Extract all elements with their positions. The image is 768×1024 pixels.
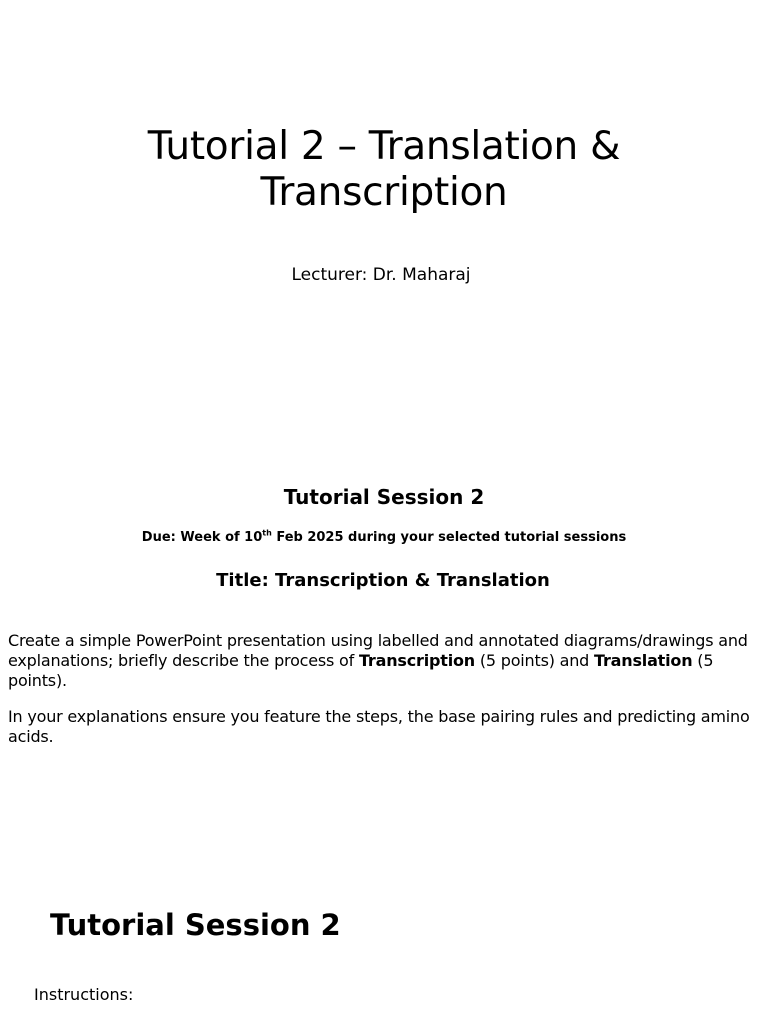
instructions-label: Instructions:	[34, 985, 134, 1004]
description-text-a: Create a simple PowerPoint presentation using labelled and annotated diagrams/drawings and explanations; briefly describe the process of	[8, 631, 748, 670]
due-prefix: Due: Week of 10	[141, 530, 263, 545]
presentation-title	[0, 124, 768, 216]
title-line-1: Tutorial 2 – Translation &	[147, 124, 621, 169]
assignment-description	[8, 631, 764, 691]
lecturer-text: Lecturer: Dr. Maharaj	[291, 265, 471, 285]
slide-tutorial-details	[0, 440, 768, 860]
title-line-2: Transcription	[260, 170, 508, 215]
due-suffix: Feb 2025 during your selected tutorial sessions	[271, 530, 627, 545]
description-text-b: (5 points) and	[474, 651, 595, 670]
slide-heading: Tutorial Session 2	[50, 908, 341, 942]
description-text-c: (5 points).	[8, 651, 714, 690]
slide-title	[0, 0, 768, 440]
slide-instructions	[0, 860, 768, 1024]
description-bold-translation: Translation	[594, 651, 693, 670]
due-superscript: th	[262, 528, 272, 538]
explanation-requirements: In your explanations ensure you feature the steps, the base pairing rules and predicting amino acids.	[8, 707, 750, 746]
description-bold-transcription: Transcription	[358, 651, 475, 670]
slide-heading: Tutorial Session 2	[283, 485, 485, 509]
assignment-title: Title: Transcription & Translation	[216, 570, 550, 591]
due-date-line	[0, 530, 768, 545]
